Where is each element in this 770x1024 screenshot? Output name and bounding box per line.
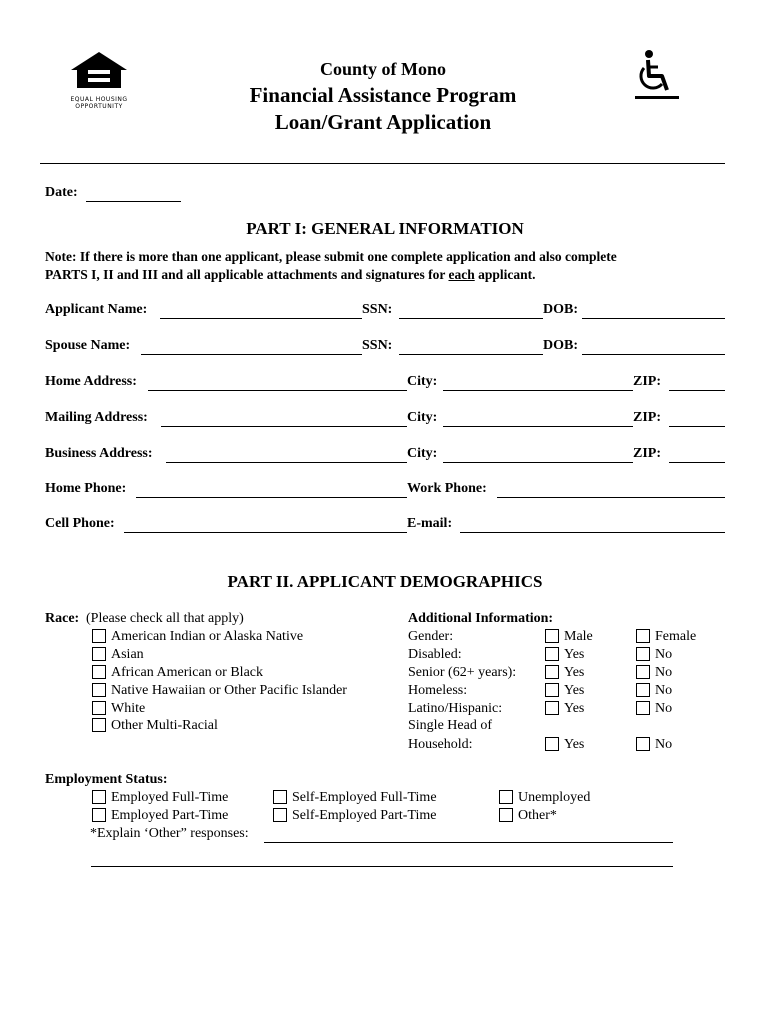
county-name: County of Mono [319,59,446,79]
mailing-zip-field[interactable] [669,426,725,427]
race-checkbox-american-indian[interactable] [92,629,106,643]
self-employed-part-time-label: Self-Employed Part-Time [292,808,437,823]
latino-yes-label: Yes [564,701,585,716]
employed-full-time-checkbox[interactable] [92,790,106,804]
work-phone-field[interactable] [497,497,725,498]
senior-label: Senior (62+ years): [408,665,517,680]
header-rule [40,163,725,164]
homeless-yes-checkbox[interactable] [545,683,559,697]
part1-title: PART I: GENERAL INFORMATION [246,219,524,238]
cell-phone-field[interactable] [124,532,407,533]
additional-info-label: Additional Information: [408,611,554,626]
business-zip-field[interactable] [669,462,725,463]
senior-yes-label: Yes [564,665,585,680]
part1-note-line2 [45,267,536,283]
gender-male-checkbox[interactable] [545,629,559,643]
note-line2-pre: PARTS I, II and III and all applicable attachments and signatures for [45,267,449,282]
single-head-no-checkbox[interactable] [636,737,650,751]
single-head-yes-label: Yes [564,737,585,752]
part1-note-line1: Note: If there is more than one applicant, please submit one complete application and also complete [45,249,617,264]
senior-no-label: No [655,665,673,680]
eho-text-line2: OPPORTUNITY [75,103,123,110]
home-city-field[interactable] [443,390,633,391]
home-address-label: Home Address: [45,374,137,389]
mailing-city-label: City: [407,410,438,425]
mailing-city-field[interactable] [443,426,633,427]
senior-no-checkbox[interactable] [636,665,650,679]
home-zip-label: ZIP: [633,374,661,389]
homeless-yes-label: Yes [564,683,585,698]
disabled-yes-label: Yes [564,647,585,662]
latino-label: Latino/Hispanic: [408,701,503,716]
employed-full-time-label: Employed Full-Time [111,790,229,805]
gender-label: Gender: [408,629,454,644]
self-employed-full-time-checkbox[interactable] [273,790,287,804]
homeless-no-checkbox[interactable] [636,683,650,697]
single-head-label-line2: Household: [408,737,473,752]
explain-other-label: *Explain ‘Other” responses: [90,826,249,841]
explain-other-field-line2[interactable] [91,866,673,867]
note-line2-post: applicant. [474,267,536,282]
spouse-name-label: Spouse Name: [45,338,131,353]
spouse-ssn-field[interactable] [399,354,543,355]
latino-no-label: No [655,701,673,716]
applicant-name-field[interactable] [160,318,362,319]
mailing-address-field[interactable] [161,426,407,427]
spouse-dob-label: DOB: [543,338,578,353]
unemployed-label: Unemployed [518,790,591,805]
unemployed-checkbox[interactable] [499,790,513,804]
race-checkbox-multi-racial[interactable] [92,718,106,732]
disabled-label: Disabled: [408,647,462,662]
gender-male-label: Male [564,629,593,644]
applicant-dob-field[interactable] [582,318,725,319]
home-zip-field[interactable] [669,390,725,391]
program-title: Financial Assistance Program [249,83,517,107]
single-head-label-line1: Single Head of [408,718,492,733]
cell-phone-label: Cell Phone: [45,516,115,531]
business-city-field[interactable] [443,462,633,463]
latino-no-checkbox[interactable] [636,701,650,715]
senior-yes-checkbox[interactable] [545,665,559,679]
disabled-no-label: No [655,647,673,662]
part2-title: PART II. APPLICANT DEMOGRAPHICS [227,572,543,591]
single-head-no-label: No [655,737,673,752]
spouse-dob-field[interactable] [582,354,725,355]
applicant-dob-label: DOB: [543,302,578,317]
race-hint: (Please check all that apply) [86,611,244,626]
home-address-field[interactable] [148,390,407,391]
single-head-yes-checkbox[interactable] [545,737,559,751]
homeless-label: Homeless: [408,683,468,698]
self-employed-full-time-label: Self-Employed Full-Time [292,790,437,805]
form-title: Loan/Grant Application [274,110,492,134]
business-address-label: Business Address: [45,446,153,461]
applicant-ssn-label: SSN: [362,302,393,317]
disabled-no-checkbox[interactable] [636,647,650,661]
applicant-ssn-field[interactable] [399,318,543,319]
email-label: E-mail: [407,516,453,531]
race-option-white: White [111,701,146,716]
email-field[interactable] [460,532,725,533]
other-checkbox[interactable] [499,808,513,822]
race-option-multi-racial: Other Multi-Racial [111,718,218,733]
gender-female-checkbox[interactable] [636,629,650,643]
employed-part-time-checkbox[interactable] [92,808,106,822]
race-option-native-hawaiian: Native Hawaiian or Other Pacific Islander [111,683,347,698]
self-employed-part-time-checkbox[interactable] [273,808,287,822]
employed-part-time-label: Employed Part-Time [111,808,229,823]
home-phone-label: Home Phone: [45,481,127,496]
race-label: Race: [45,611,80,626]
race-option-american-indian: American Indian or Alaska Native [111,629,304,644]
business-address-field[interactable] [166,462,407,463]
work-phone-label: Work Phone: [407,481,487,496]
race-checkbox-white[interactable] [92,701,106,715]
spouse-name-field[interactable] [141,354,362,355]
eho-text-line1: EQUAL HOUSING [70,96,128,103]
homeless-no-label: No [655,683,673,698]
spouse-ssn-label: SSN: [362,338,393,353]
home-city-label: City: [407,374,438,389]
business-city-label: City: [407,446,438,461]
race-checkbox-native-hawaiian[interactable] [92,683,106,697]
disabled-yes-checkbox[interactable] [545,647,559,661]
race-checkbox-asian[interactable] [92,647,106,661]
date-label: Date: [45,185,78,200]
latino-yes-checkbox[interactable] [545,701,559,715]
other-label: Other* [518,808,557,823]
race-option-african-american: African American or Black [111,665,263,680]
mailing-address-label: Mailing Address: [45,410,148,425]
gender-female-label: Female [655,629,697,644]
date-field[interactable] [86,201,181,202]
business-zip-label: ZIP: [633,446,661,461]
race-option-asian: Asian [111,647,144,662]
applicant-name-label: Applicant Name: [45,302,148,317]
note-line2-each: each [448,267,475,282]
home-phone-field[interactable] [136,497,407,498]
employment-status-label: Employment Status: [45,772,168,787]
explain-other-field[interactable] [264,842,673,843]
mailing-zip-label: ZIP: [633,410,661,425]
race-checkbox-african-american[interactable] [92,665,106,679]
